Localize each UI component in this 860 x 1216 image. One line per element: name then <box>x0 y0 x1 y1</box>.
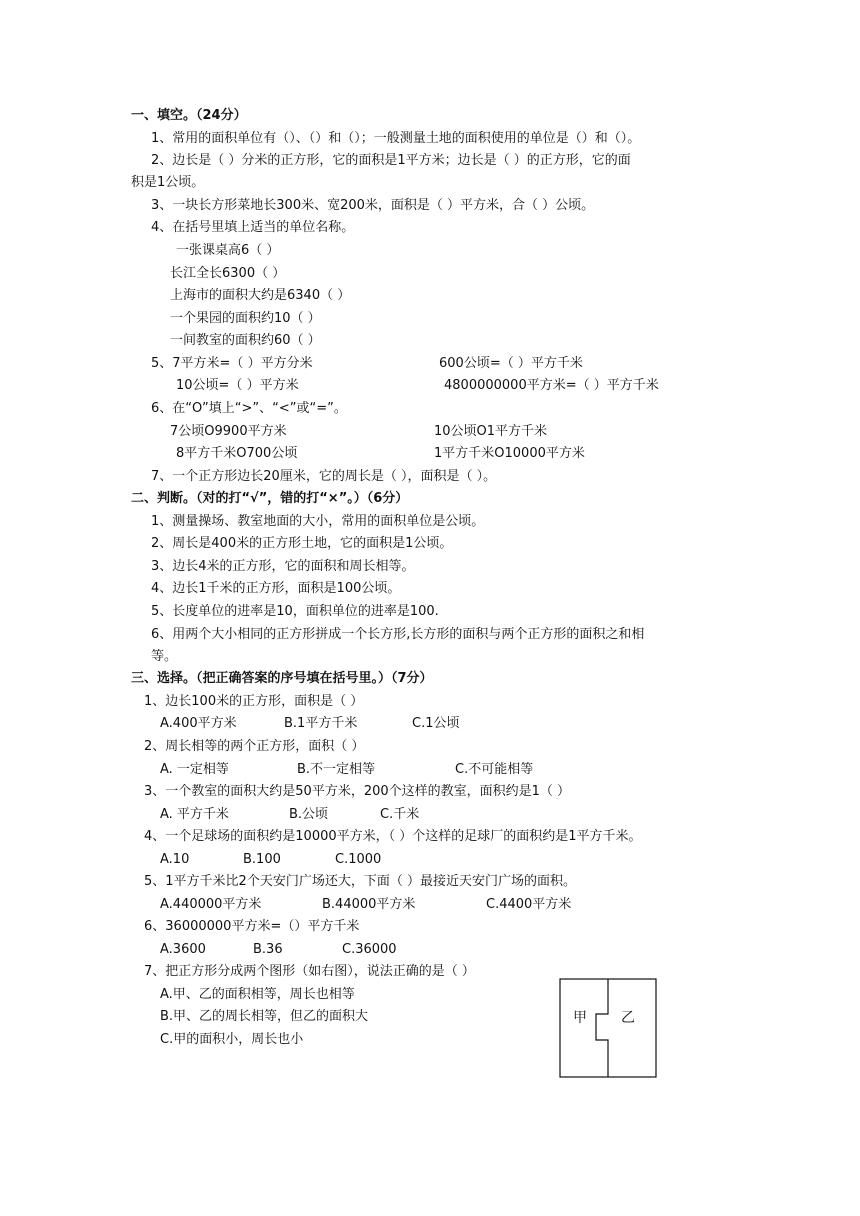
s1-q5-1: 5、7平方米=（ ）平方分米 <box>151 356 313 371</box>
s1-q4-item-1: 一张课桌高6（ ） <box>176 243 280 258</box>
s3-q5-opt-b: B.44000平方米 <box>322 897 416 912</box>
s1-q7: 7、一个正方形边长20厘米，它的周长是（ ），面积是（ ）。 <box>151 469 497 484</box>
square-split-diagram <box>559 978 657 1078</box>
split-line <box>596 979 608 1077</box>
s2-item-1: 1、测量操场、教室地面的大小，常用的面积单位是公顷。 <box>151 514 485 529</box>
section-1-title: 一、填空。（24分） <box>131 108 247 123</box>
s1-q6: 6、在“O”填上“>”、“<”或“=”。 <box>151 401 347 416</box>
s3-q2-opt-b: B.不一定相等 <box>297 762 376 777</box>
s3-q6-opt-c: C.36000 <box>342 942 397 957</box>
s1-q5-4: 4800000000平方米=（ ）平方千米 <box>444 378 659 393</box>
s3-q4-opt-c: C.1000 <box>335 852 382 867</box>
s3-q5-opt-a: A.440000平方米 <box>160 897 262 912</box>
s1-q6-2: 10公顷O1平方千米 <box>434 424 548 439</box>
s2-item-4: 4、边长1千米的正方形，面积是100公顷。 <box>151 581 401 596</box>
s3-q6-opt-a: A.3600 <box>160 942 206 957</box>
s3-q3-opt-b: B.公顷 <box>289 807 329 822</box>
s1-q6-3: 8平方千米O700公顷 <box>176 446 298 461</box>
s3-q1-opt-b: B.1平方千米 <box>284 716 358 731</box>
s3-q4: 4、一个足球场的面积约是10000平方米，（ ）个这样的足球厂的面积约是1平方千米。 <box>144 829 642 844</box>
s3-q3-opt-a: A. 平方千米 <box>160 807 229 822</box>
s1-q4-item-4: 一个果园的面积约10（ ） <box>170 311 321 326</box>
s3-q4-opt-a: A.10 <box>160 852 190 867</box>
s2-item-5: 5、长度单位的进率是10，面积单位的进率是100. <box>151 604 439 619</box>
s3-q3-opt-c: C.千米 <box>380 807 420 822</box>
square-split-figure <box>559 978 657 1078</box>
s3-q2-opt-a: A. 一定相等 <box>160 762 229 777</box>
s1-q6-4: 1平方千米O10000平方米 <box>434 446 585 461</box>
s3-q6: 6、36000000平方米=（）平方千米 <box>144 919 360 934</box>
s3-q1-opt-a: A.400平方米 <box>160 716 237 731</box>
s2-item-3: 3、边长4米的正方形，它的面积和周长相等。 <box>151 559 415 574</box>
s3-q6-opt-b: B.36 <box>253 942 283 957</box>
s2-item-6-cont: 等。 <box>151 649 178 664</box>
s2-item-6: 6、用两个大小相同的正方形拼成一个长方形,长方形的面积与两个正方形的面积之和相 <box>151 627 645 642</box>
s1-q6-1: 7公顷O9900平方米 <box>170 424 287 439</box>
s3-q2: 2、周长相等的两个正方形，面积（ ） <box>144 739 365 754</box>
s1-q4-item-3: 上海市的面积大约是6340（ ） <box>170 288 351 303</box>
s1-q4-item-5: 一间教室的面积约60（ ） <box>170 333 321 348</box>
s1-q5-3: 10公顷=（ ）平方米 <box>176 378 299 393</box>
s3-q7-opt-b: B.甲、乙的周长相等，但乙的面积大 <box>160 1009 369 1024</box>
s3-q1-opt-c: C.1公顷 <box>412 716 460 731</box>
section-2-title: 二、判断。（对的打“√”，错的打“×”。）（6分） <box>131 491 409 506</box>
s3-q3: 3、一个教室的面积大约是50平方米，200个这样的教室，面积约是1（ ） <box>144 784 571 799</box>
s1-q5-2: 600公顷=（ ）平方千米 <box>439 356 583 371</box>
s3-q2-opt-c: C.不可能相等 <box>455 762 534 777</box>
s1-q1: 1、常用的面积单位有（）、（）和（）；一般测量土地的面积使用的单位是（）和（）。 <box>151 131 641 146</box>
s1-q4-item-2: 长江全长6300（ ） <box>170 266 286 281</box>
s3-q5: 5、1平方千米比2个天安门广场还大，下面（ ）最接近天安门广场的面积。 <box>144 874 576 889</box>
s1-q2-line1: 2、边长是（ ）分米的正方形，它的面积是1平方米；边长是（ ）的正方形，它的面 <box>151 153 631 168</box>
s3-q7-opt-a: A.甲、乙的面积相等，周长也相等 <box>160 987 355 1002</box>
s3-q1: 1、边长100米的正方形，面积是（ ） <box>144 694 364 709</box>
s2-item-2: 2、周长是400米的正方形土地，它的面积是1公顷。 <box>151 536 453 551</box>
section-3-title: 三、选择。（把正确答案的序号填在括号里。）（7分） <box>131 671 433 686</box>
s1-q3: 3、一块长方形菜地长300米、宽200米，面积是（ ）平方米，合（ ）公顷。 <box>151 198 595 213</box>
label-yi: 乙 <box>621 1010 635 1026</box>
s3-q7-opt-c: C.甲的面积小，周长也小 <box>160 1032 304 1047</box>
s3-q5-opt-c: C.4400平方米 <box>486 897 572 912</box>
s3-q4-opt-b: B.100 <box>243 852 281 867</box>
s3-q7: 7、把正方形分成两个图形（如右图），说法正确的是（ ） <box>144 964 475 979</box>
s1-q2-line2: 积是1公顷。 <box>131 175 205 190</box>
label-jia: 甲 <box>573 1010 587 1026</box>
s1-q4: 4、在括号里填上适当的单位名称。 <box>151 220 355 235</box>
